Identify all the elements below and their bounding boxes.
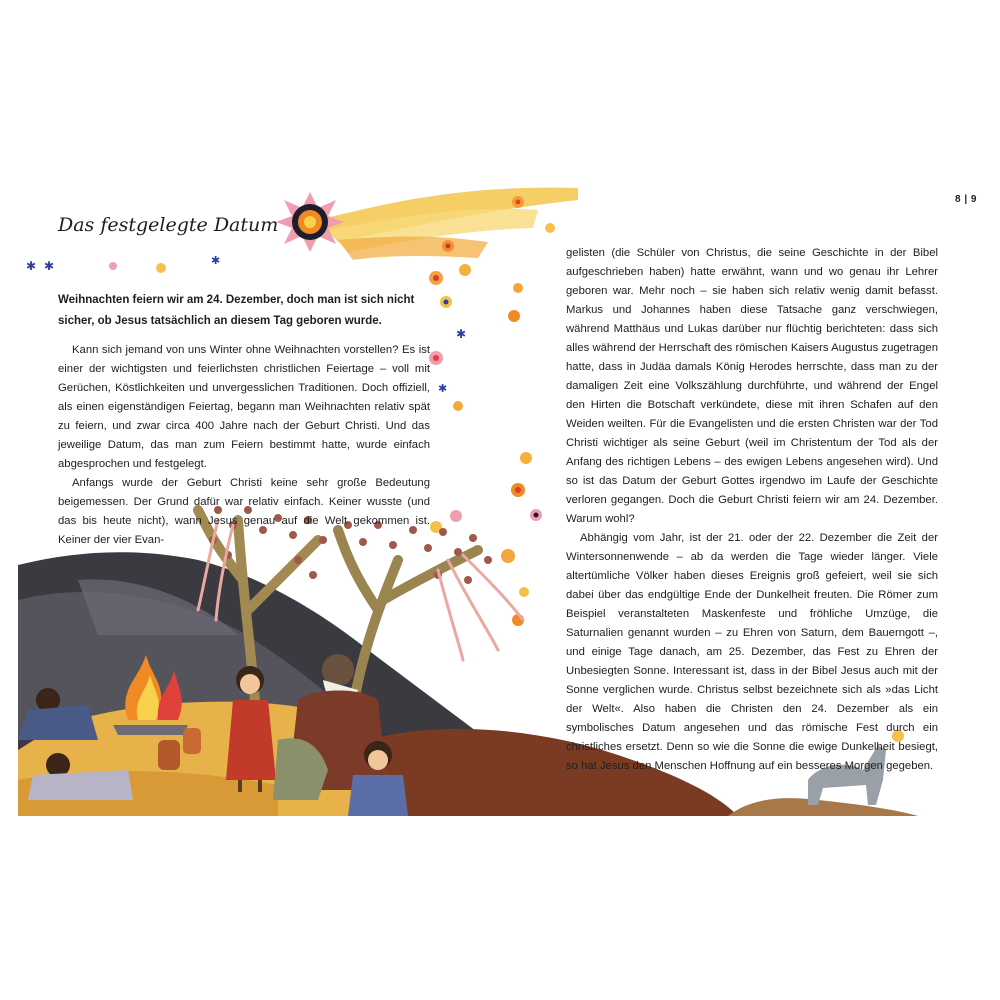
- svg-text:✱: ✱: [438, 383, 448, 395]
- paragraph: Abhängig vom Jahr, ist der 21. oder der 22. Dezember die Zeit der Wintersonnenwende – ab da werden die Tage wieder länger. Viele altertümliche Völker haben dieses Ereignis groß gefeiert, weil sie sich dabei über das endgültige Ende der Dunkelheit freuten. Die Römer zum Beispiel veranstalteten Maskenfeste und fröhliche Umzüge, die Saturnalien genannt wurden – zu Ehren von Saturn, dem Bauerngott –, und einige Tage danach, am 25. Dezember, das Fest zu Ehren der Unbesiegten Sonne. Interessant ist, dass in der Bibel Jesus auch mit der Sonne verglichen wurde. Christus selbst bezeichnete sich als »das Licht der Welt«. Also haben die Christen den 24. Dezember als ein symbolisches Datum angesehen und das römische Fest durch ein christliches ersetzt. Denn so wie die Sonne die ewige Dunkelheit besiegt, so hat Jesus den Menschen Hoffnung auf ein besseres Morgen gegeben.: [566, 532, 938, 772]
- intro-text: Weihnachten feiern wir am 24. Dezember, doch man ist sich nicht sicher, ob Jesus tatsächlich an diesem Tag geboren wurde.: [58, 294, 415, 327]
- comet-star-icon: [276, 192, 344, 252]
- svg-text:✱: ✱: [456, 327, 467, 341]
- svg-text:✱: ✱: [211, 255, 221, 267]
- paragraph: Kann sich jemand von uns Winter ohne Weihnachten vorstellen? Es ist einer der wichtigsten und feierlichsten christlichen Feiertage – voll mit Gerüchen, Köstlichkeiten und unvergesslichen Traditionen. Doch offiziell, als einen eigenständigen Feiertag, begann man Weihnachten relativ spät zu feiern, und zwar circa 400 Jahre nach der Geburt Christi. Und das jeweilige Datum, das man zum Feiern bestimmt hatte, wurde einfach abgesprochen und festgelegt.: [58, 344, 430, 470]
- right-column: [566, 244, 938, 776]
- page-title: Das festgelegte Datum: [58, 214, 279, 236]
- paragraph: gelisten (die Schüler von Christus, die seine Geschichte in der Bibel aufgeschrieben haben) hatte erwähnt, wann und wo genau ihr Lehrer geboren war. Mehr noch – sie haben sich relativ wenig damit befasst. Markus und Johannes haben diese Tatsache ganz verschwiegen, während Matthäus und Lukas darüber nur flüchtig berichteten: dass sich alles während der Herrschaft des römischen Kaisers Augustus zugetragen hatte, dass in Judäa damals König Herodes herrschte, dass man zu der damaligen Zeit eine Volkszählung durchführte, und während der Engel den Hirten die Botschaft verkündete, diese mit ihren Schafen auf den Weiden weilten. Für die Evangelisten und die ersten Christen war der Tod Christi wichtiger als seine Geburt (weil im Christentum der Tod als der Anfang des richtigen Lebens – des ewigen Lebens angesehen wird). Und so ist das Datum der Geburt Gottes irgendwo im Laufe der Geschichte verloren gegangen. Doch die Geburt Christi feiern wir am 24. Dezember. Warum wohl?: [566, 247, 938, 525]
- paragraph: Anfangs wurde der Geburt Christi keine sehr große Bedeutung beigemessen. Der Grund dafür war relativ einfach. Keiner wusste (und das bis heute nicht), wann Jesus genau auf die Welt gekommen ist. Keiner der vier Evan-: [58, 477, 430, 546]
- book-spread: [18, 180, 988, 816]
- svg-text:✱: ✱: [44, 259, 55, 273]
- left-column: [58, 341, 430, 550]
- svg-text:✱: ✱: [26, 259, 37, 273]
- pot: [158, 740, 180, 770]
- page-number: 8 | 9: [955, 194, 977, 205]
